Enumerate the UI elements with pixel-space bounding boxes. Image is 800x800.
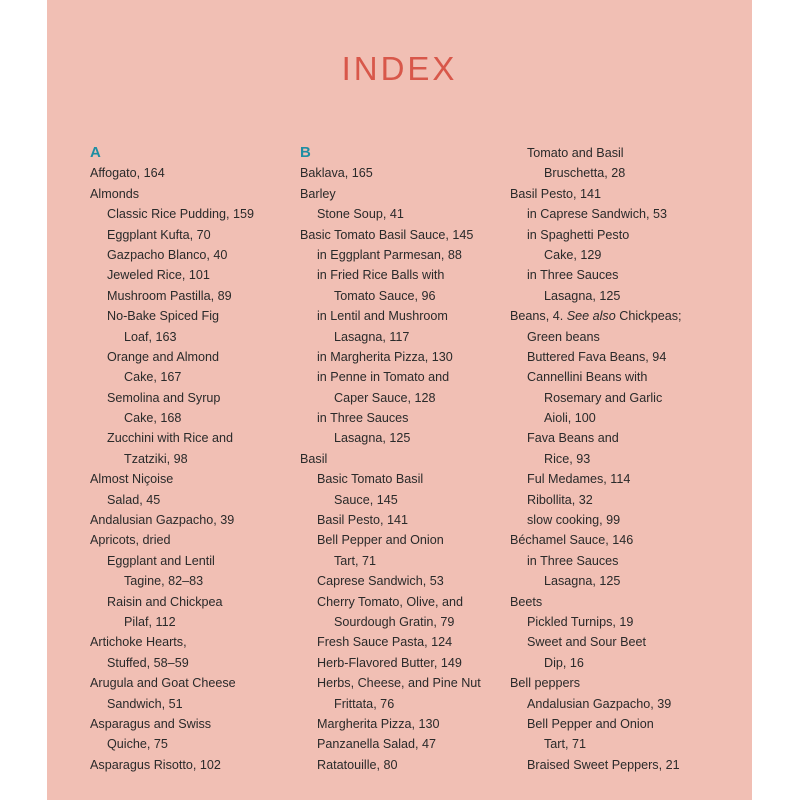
index-entry: in Spaghetti Pesto [527,227,630,242]
index-entry: Stuffed, 58–59 [107,655,189,670]
index-entry: Andalusian Gazpacho, 39 [527,696,672,711]
index-entry: Baklava, 165 [300,166,373,181]
index-entry: Loaf, 163 [124,329,177,344]
index-entry: Apricots, dried [90,533,171,548]
index-entry: Orange and Almond [107,349,220,364]
index-entry: Beans, 4. See also Chickpeas; [510,309,682,324]
index-entry: Ribollita, 32 [527,492,593,507]
index-entry: Herb-Flavored Butter, 149 [317,655,462,670]
index-entry: Gazpacho Blanco, 40 [107,247,228,262]
index-entry: Andalusian Gazpacho, 39 [90,513,235,528]
index-entry: Béchamel Sauce, 146 [510,533,634,548]
index-entry: Lasagna, 125 [544,288,621,303]
index-entry: Basic Tomato Basil Sauce, 145 [300,227,474,242]
index-page [47,0,752,800]
index-column-3 [510,143,725,775]
index-entry: Raisin and Chickpea [107,594,223,609]
index-entry: Almonds [90,186,139,201]
index-entry: Bell peppers [510,676,581,691]
index-entry: Basil [300,451,328,466]
index-entry: Jeweled Rice, 101 [107,268,210,283]
index-entry: Dip, 16 [544,655,584,670]
index-entry: Aioli, 100 [544,411,596,426]
index-entry: Almost Niçoise [90,472,174,487]
index-entry: Tart, 71 [334,553,376,568]
index-entry: Bruschetta, 28 [544,166,626,181]
index-entry: in Three Sauces [527,268,619,283]
index-entry: Green beans [527,329,600,344]
index-entry: Tart, 71 [544,737,586,752]
index-entry: Pilaf, 112 [124,614,176,629]
index-entry: Cake, 129 [544,247,602,262]
index-entry: Panzanella Salad, 47 [317,737,437,752]
index-entry: Cherry Tomato, Olive, and [317,594,464,609]
index-entry: Herbs, Cheese, and Pine Nut [317,676,481,691]
index-entry: Ful Medames, 114 [527,472,631,487]
index-entry: Rosemary and Garlic [544,390,663,405]
index-entry: Pickled Turnips, 19 [527,614,634,629]
index-entry: Affogato, 164 [90,166,165,181]
index-entry: Sweet and Sour Beet [527,635,647,650]
index-entry: Tzatziki, 98 [124,451,188,466]
index-entry: Beets [510,594,543,609]
index-entry: Salad, 45 [107,492,161,507]
index-entry: Bell Pepper and Onion [317,533,444,548]
index-letter-heading: B [300,144,311,161]
index-entry: in Fried Rice Balls with [317,268,445,283]
index-column-1 [90,143,290,775]
index-entry: Lasagna, 125 [544,574,621,589]
index-entry: Bell Pepper and Onion [527,716,654,731]
index-entry: Basic Tomato Basil [317,472,424,487]
index-entry: Asparagus Risotto, 102 [90,757,221,772]
index-entry: Mushroom Pastilla, 89 [107,288,232,303]
index-entry: Cake, 167 [124,370,182,385]
index-entry: slow cooking, 99 [527,513,621,528]
index-entry: Basil Pesto, 141 [317,513,409,528]
index-entry: Eggplant Kufta, 70 [107,227,211,242]
index-entry: in Three Sauces [317,411,409,426]
index-entry: Tomato Sauce, 96 [334,288,436,303]
index-entry: Eggplant and Lentil [107,553,215,568]
index-entry: Basil Pesto, 141 [510,186,602,201]
index-entry: in Penne in Tomato and [317,370,450,385]
index-entry: Lasagna, 125 [334,431,411,446]
index-entry: Sauce, 145 [334,492,398,507]
index-entry: Quiche, 75 [107,737,168,752]
index-entry: Asparagus and Swiss [90,716,212,731]
index-entry: in Margherita Pizza, 130 [317,349,453,364]
index-entry: Rice, 93 [544,451,591,466]
index-entry: Lasagna, 117 [334,329,410,344]
index-entry: Braised Sweet Peppers, 21 [527,757,680,772]
index-entry: Artichoke Hearts, [90,635,187,650]
index-entry: Tagine, 82–83 [124,574,204,589]
index-column-2 [300,143,505,775]
index-entry: Sourdough Gratin, 79 [334,614,455,629]
index-entry: Sandwich, 51 [107,696,183,711]
index-entry: Arugula and Goat Cheese [90,676,236,691]
index-entry: Fresh Sauce Pasta, 124 [317,635,453,650]
index-entry: Margherita Pizza, 130 [317,716,440,731]
index-entry: Classic Rice Pudding, 159 [107,207,255,222]
index-entry: Stone Soup, 41 [317,207,404,222]
index-entry: in Three Sauces [527,553,619,568]
index-entry: Semolina and Syrup [107,390,221,405]
index-entry: in Lentil and Mushroom [317,309,448,324]
index-entry: No-Bake Spiced Fig [107,309,219,324]
index-entry: Buttered Fava Beans, 94 [527,349,667,364]
index-entry: in Eggplant Parmesan, 88 [317,247,462,262]
index-entry: Ratatouille, 80 [317,757,398,772]
index-entry: Frittata, 76 [334,696,395,711]
index-entry: Zucchini with Rice and [107,431,233,446]
index-entry: Tomato and Basil [527,146,624,160]
index-entry: Cake, 168 [124,411,182,426]
index-entry: Cannellini Beans with [527,370,648,385]
page-title: INDEX [341,50,458,87]
index-entry: Caper Sauce, 128 [334,390,436,405]
index-entry: Caprese Sandwich, 53 [317,574,444,589]
index-entry: in Caprese Sandwich, 53 [527,207,668,222]
index-entry: Barley [300,186,336,201]
index-entry: Fava Beans and [527,431,619,446]
index-letter-heading: A [90,144,101,161]
